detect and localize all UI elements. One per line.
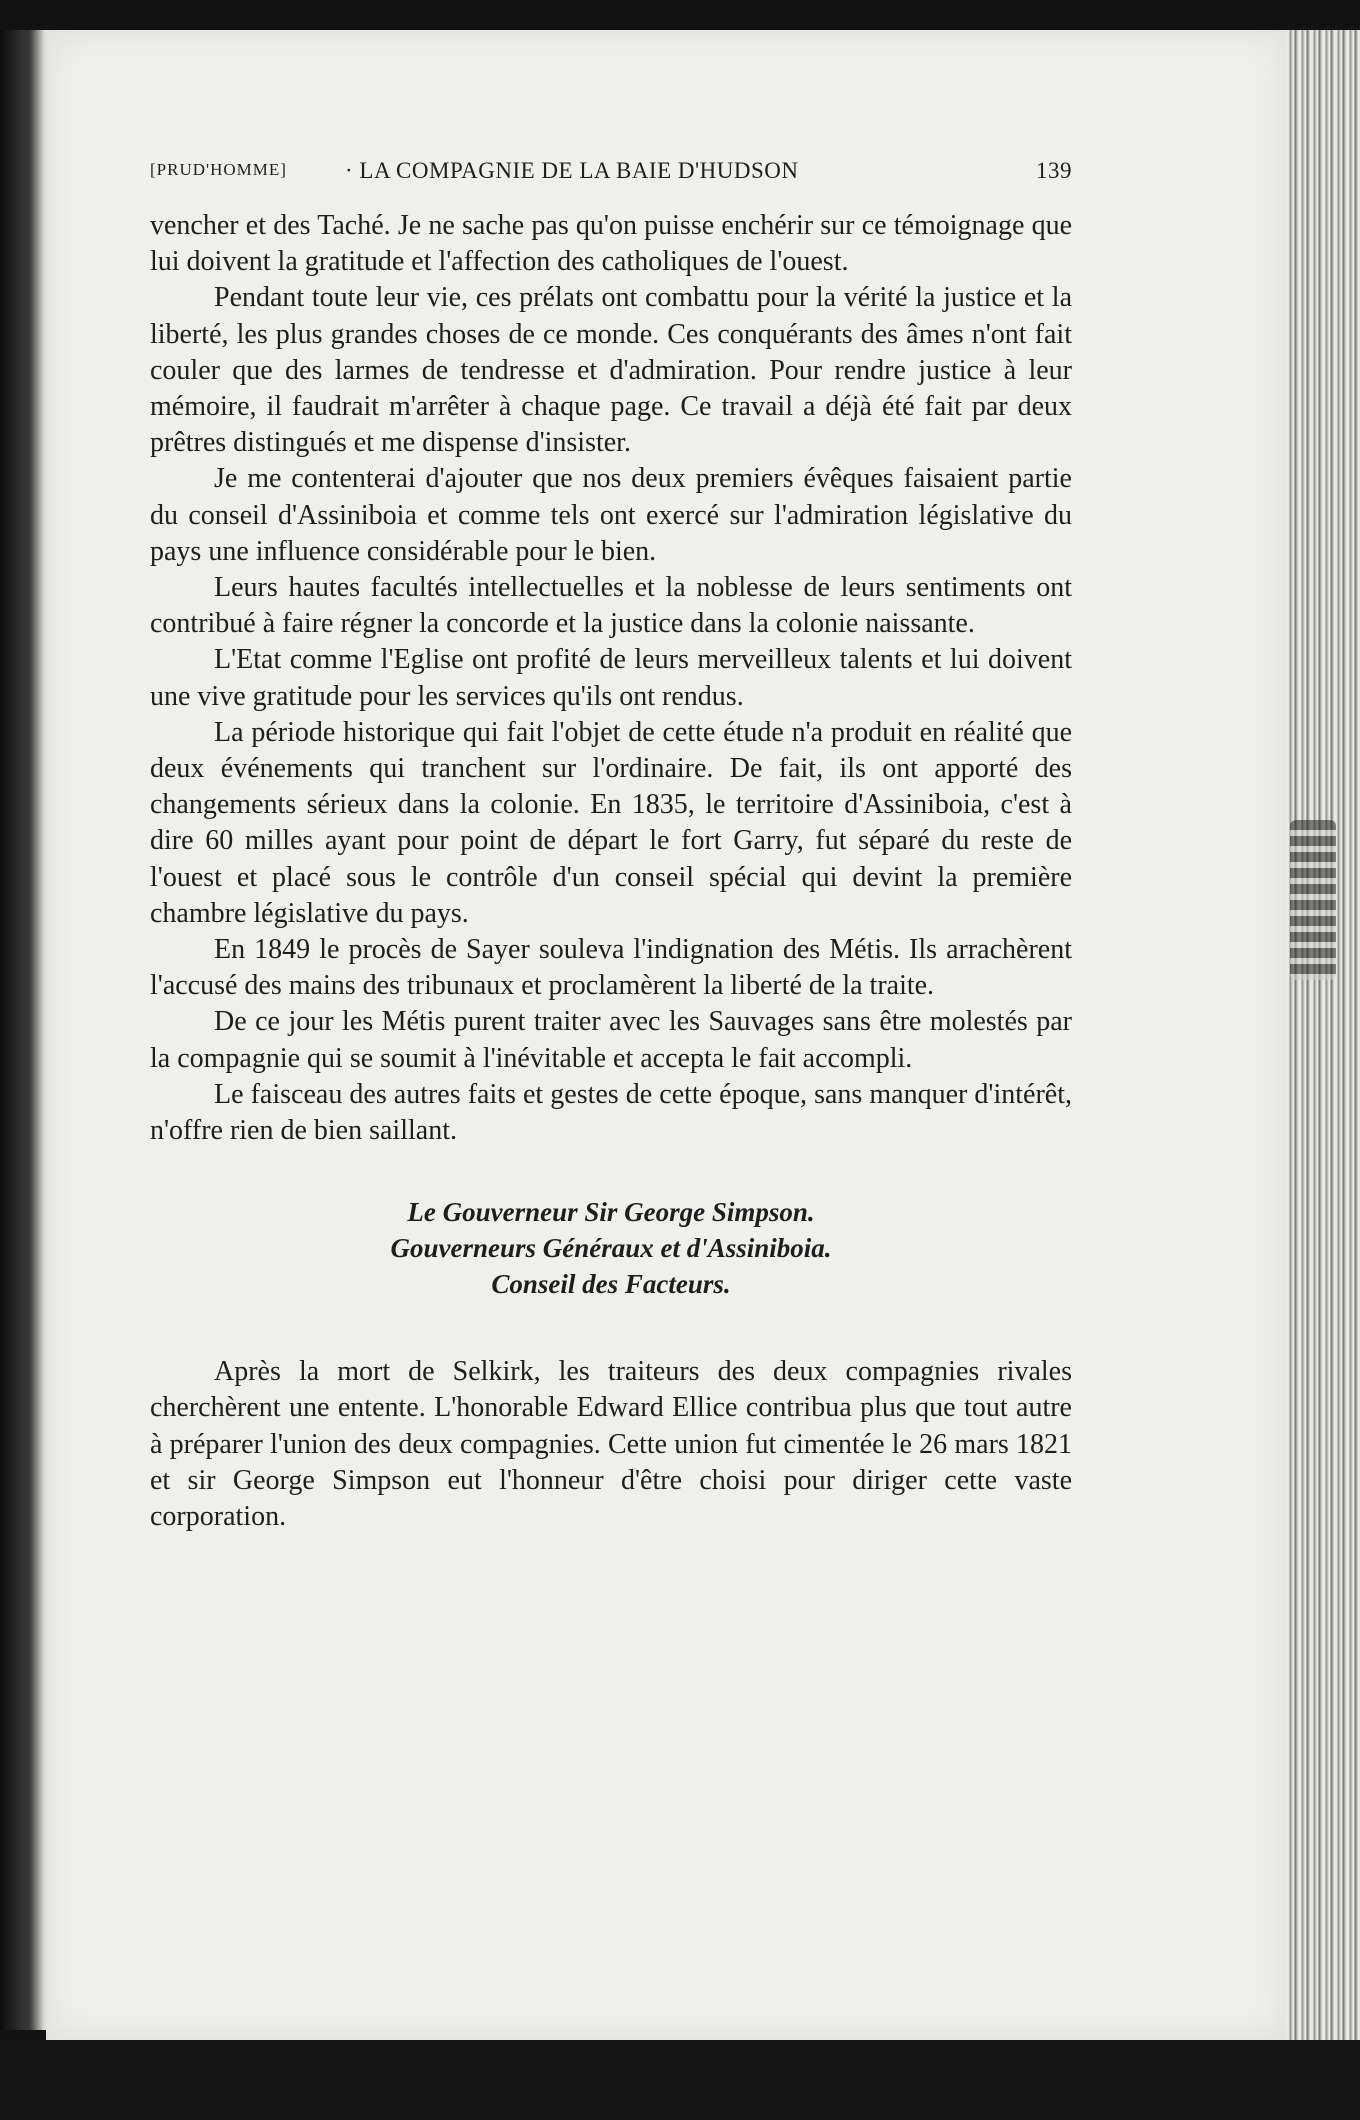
section-heading: Gouverneurs Généraux et d'Assiniboia. [390,1233,832,1264]
header-separator: · [345,158,354,183]
page-number: 139 [1036,158,1072,183]
edge-mark [1290,820,1336,980]
paragraph: Après la mort de Selkirk, les traiteurs des deux compagnies rivales cherchèrent une entente. L'honorable Edward Ellice contribua plus que tout autre à préparer l'union des deux compagnies. Cette union fut cimentée le 26 mars 1821 et sir George Simpson eut l'honneur d'être choisi pour diriger cette vaste corporation. [150,1356,1072,1533]
paragraph: La période historique qui fait l'objet de cette étude n'a produit en réalité que deux événements qui tranchent sur l'ordinaire. De fait, ils ont apporté des changements sérieux dans la colonie. En 1835, le territoire d'Assiniboia, c'est à dire 60 milles ayant pour point de départ le fort Garry, fut séparé du reste de l'ouest et placé sous le contrôle d'un conseil spécial qui devint la première chambre législative du pays. [150,716,1072,929]
header-title [345,158,799,184]
paragraph: Le faisceau des autres faits et gestes de cette époque, sans manquer d'intérêt, n'offre rien de bien saillant. [150,1078,1072,1147]
paragraph: De ce jour les Métis purent traiter avec les Sauvages sans être molestés par la compagnie qui se soumit à l'inévitable et accepta le fait accompli. [150,1006,1072,1074]
paragraph: Pendant toute leur vie, ces prélats ont combattu pour la vérité la justice et la liberté, les plus grandes choses de ce monde. Ces conquérants des âmes n'ont fait couler que des larmes de tendresse et d'admiration. Pour rendre justice à leur mémoire, il faudrait m'arrêter à chaque page. Ce travail a déjà été fait par deux prêtres distingués et me dispense d'insister. [150,282,1072,459]
section-heading: Conseil des Facteurs. [491,1269,731,1300]
paragraph: vencher et des Taché. Je ne sache pas qu'on puisse enchérir sur ce témoignage que lui doivent la gratitude et l'affection des catholiques de l'ouest. [150,210,1072,278]
paragraph: Je me contenterai d'ajouter que nos deux premiers évêques faisaient partie du conseil d'Assiniboia et comme tels ont exercé sur l'admiration législative du pays une influence considérable pour le bien. [150,463,1072,567]
running-header [150,150,1072,190]
paragraph: En 1849 le procès de Sayer souleva l'indignation des Métis. Ils arrachèrent l'accusé des mains des tribunaux et proclamèrent la liberté de la traite. [150,934,1072,1002]
paragraph: Leurs hautes facultés intellectuelles et la noblesse de leurs sentiments ont contribué à faire régner la concorde et la justice dans la colonie naissante. [150,572,1072,640]
header-title-text: LA COMPAGNIE DE LA BAIE D'HUDSON [359,158,799,183]
scan-bottom-border [0,2040,1360,2120]
section-headings [150,1194,1072,1302]
header-author: [PRUD'HOMME] [150,160,287,179]
section-heading: Le Gouverneur Sir George Simpson. [407,1197,815,1228]
page-text [150,150,1072,1535]
paragraph: L'Etat comme l'Eglise ont profité de leurs merveilleux talents et lui doivent une vive gratitude pour les services qu'ils ont rendus. [150,644,1072,712]
page-stack-edge [1286,30,1360,2040]
